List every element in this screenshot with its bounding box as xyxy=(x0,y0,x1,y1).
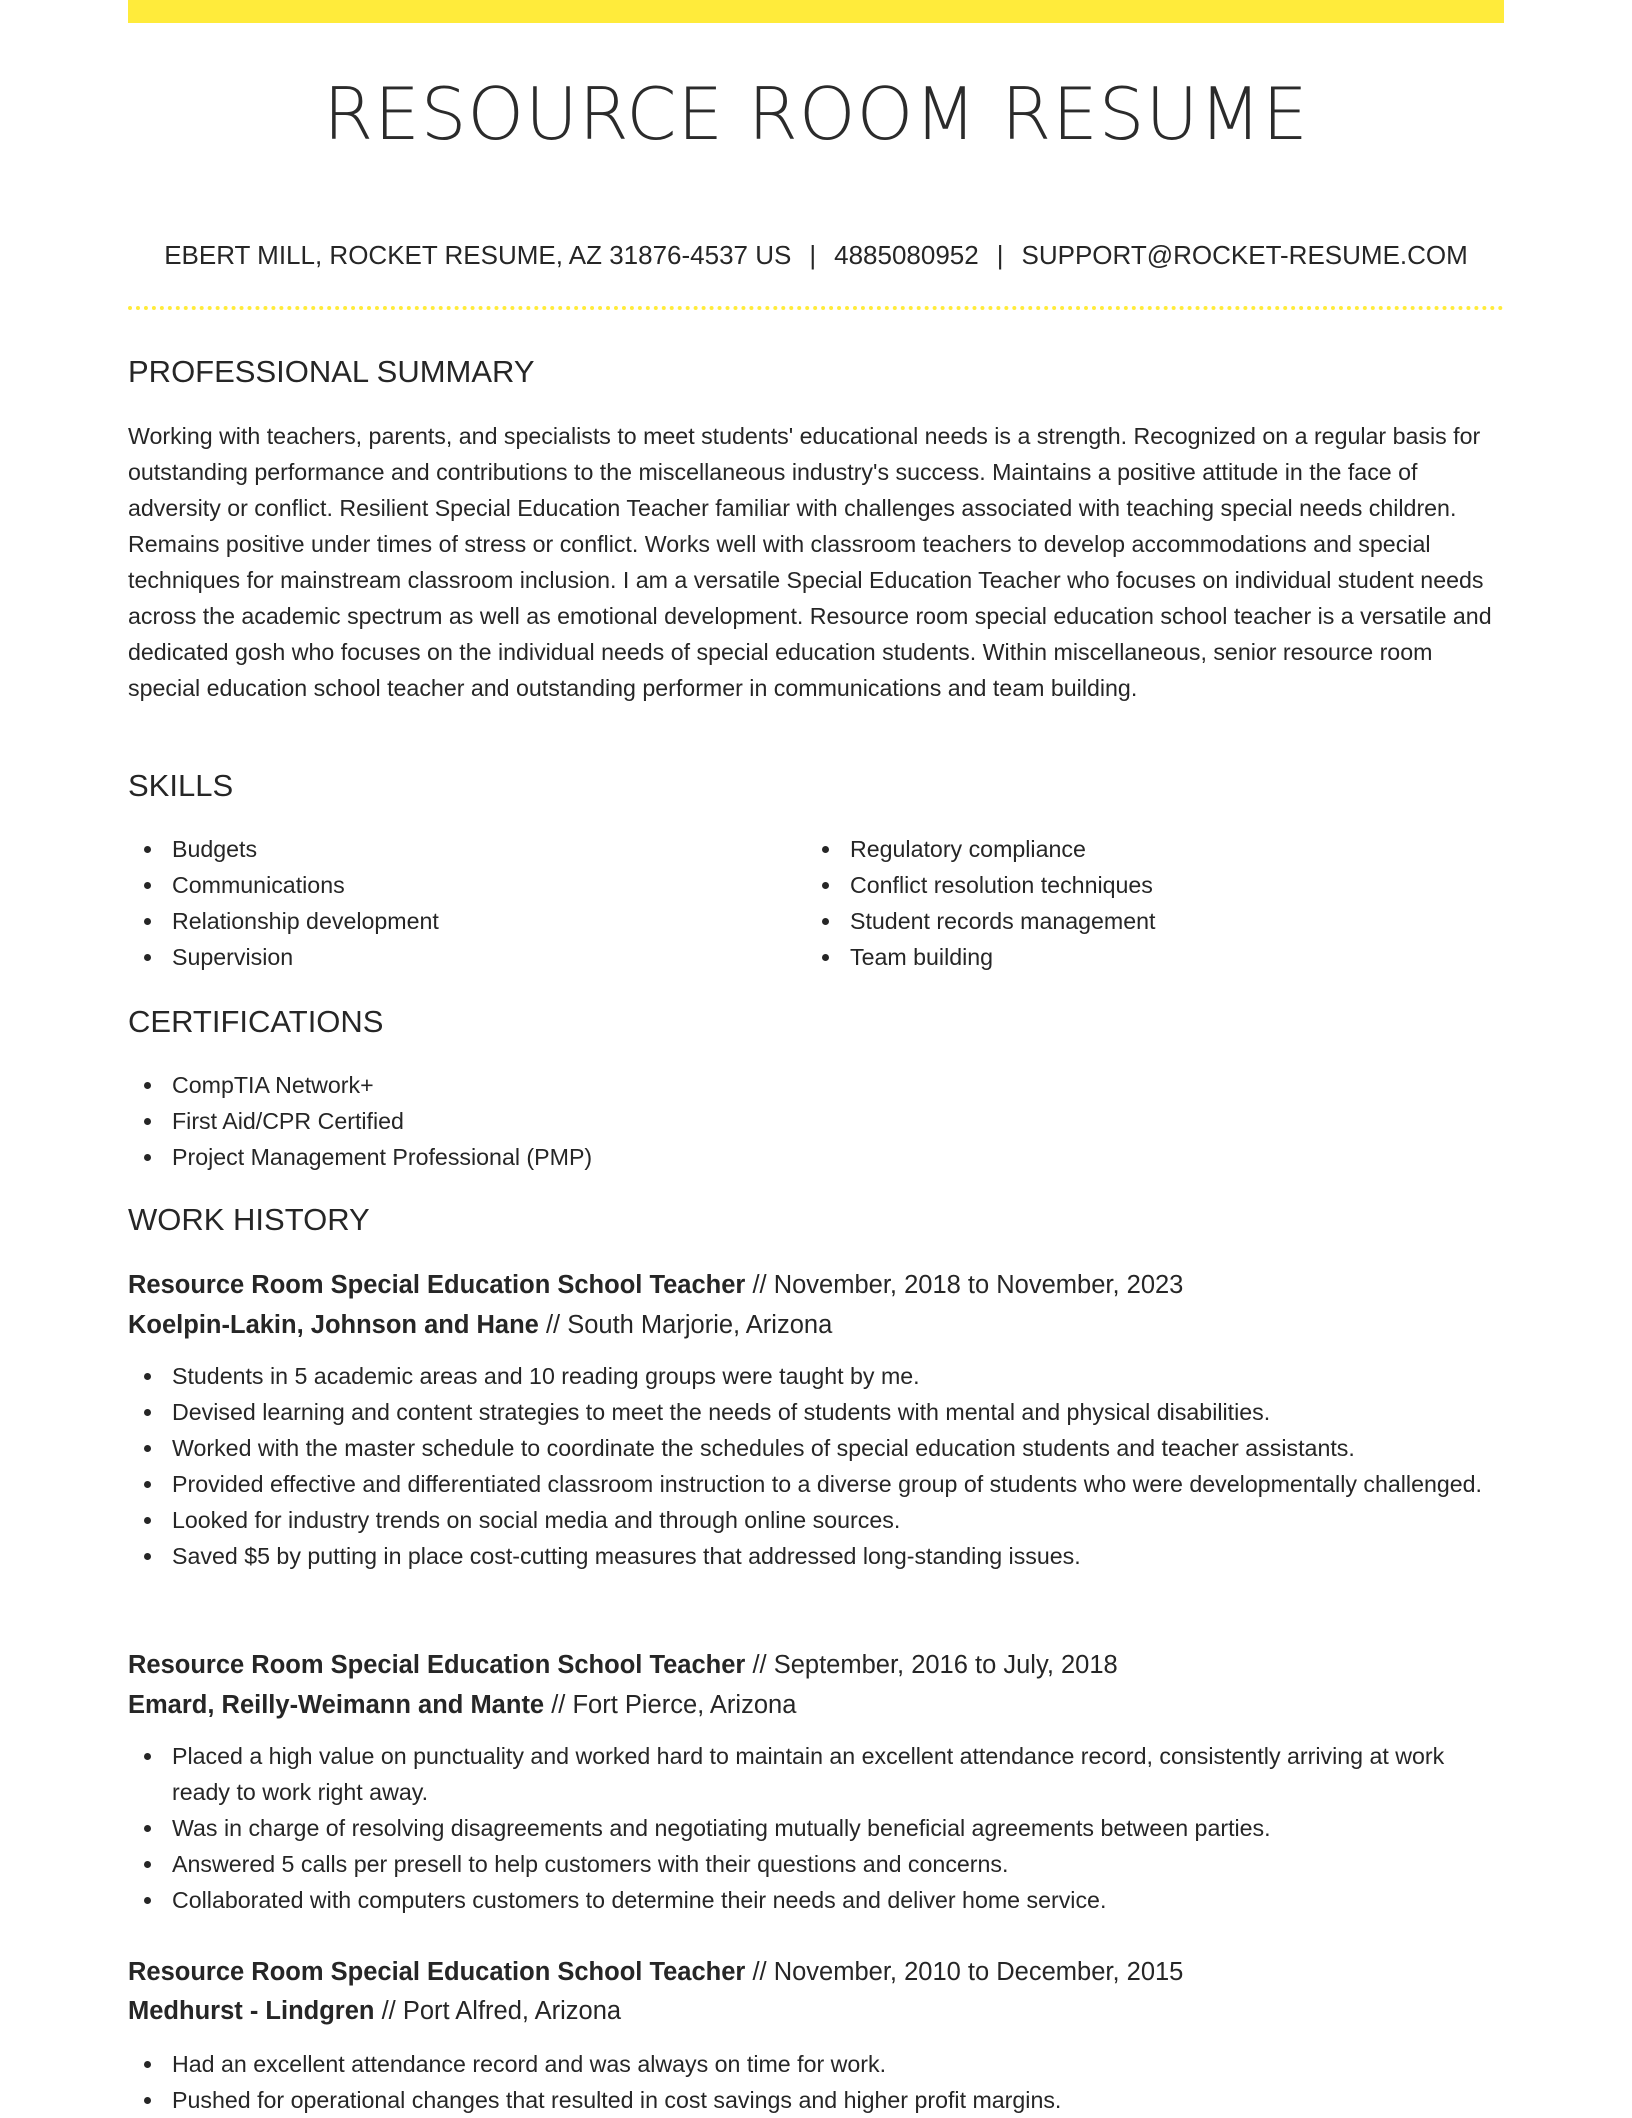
job-company-line xyxy=(128,1993,621,2029)
summary-heading: PROFESSIONAL SUMMARY xyxy=(128,354,535,389)
job-title-line xyxy=(128,1954,1183,1990)
contact-separator: | xyxy=(809,240,817,270)
job-location: // Fort Pierce, Arizona xyxy=(544,1691,797,1719)
certification-item: First Aid/CPR Certified xyxy=(128,1103,1504,1139)
job-title-line xyxy=(128,1647,1118,1683)
contact-phone: 4885080952 xyxy=(834,240,979,270)
job-bullet: Students in 5 academic areas and 10 reading groups were taught by me. xyxy=(128,1358,1504,1394)
job-role: Resource Room Special Education School Teacher xyxy=(128,1651,746,1679)
job-company-line xyxy=(128,1687,796,1723)
job-bullet: Answered 5 calls per presell to help customers with their questions and concerns. xyxy=(128,1846,1504,1882)
job-location: // Port Alfred, Arizona xyxy=(374,1997,622,2025)
job-bullet: Provided effective and differentiated classroom instruction to a diverse group of students who were developmentally challenged. xyxy=(128,1466,1504,1502)
skills-list-left xyxy=(128,831,768,975)
skills-heading: SKILLS xyxy=(128,768,234,803)
skill-item: Regulatory compliance xyxy=(806,831,1486,867)
job-role: Resource Room Special Education School Teacher xyxy=(128,1958,746,1986)
skill-item: Team building xyxy=(806,939,1486,975)
contact-separator: | xyxy=(996,240,1004,270)
dotted-divider xyxy=(128,306,1504,310)
job-role: Resource Room Special Education School Teacher xyxy=(128,1271,746,1299)
certifications-list xyxy=(128,1067,1504,1175)
job-dates: // November, 2010 to December, 2015 xyxy=(745,1958,1184,1986)
job-bullets xyxy=(128,1358,1504,1574)
skill-item: Student records management xyxy=(806,903,1486,939)
job-dates: // November, 2018 to November, 2023 xyxy=(745,1271,1184,1299)
job-bullet: Looked for industry trends on social media and through online sources. xyxy=(128,1502,1504,1538)
summary-text: Working with teachers, parents, and specialists to meet students' educational needs is a strength. Recognized on a regular basis for outstanding performance and contributions to the miscellaneous industry's success. Maintains a positive attitude in the face of adversity or conflict. Resilient Special Education Teacher familiar with challenges associated with teaching special needs children. Remains positive under times of stress or conflict. Works well with classroom teachers to develop accommodations and special techniques for mainstream classroom inclusion. I am a versatile Special Education Teacher who focuses on individual student needs across the academic spectrum as well as emotional development. Resource room special education school teacher is a versatile and dedicated gosh who focuses on the individual needs of special education students. Within miscellaneous, senior resource room special education school teacher and outstanding performer in communications and team building. xyxy=(128,423,1492,701)
job-dates: // September, 2016 to July, 2018 xyxy=(745,1651,1118,1679)
contact-email: SUPPORT@ROCKET-RESUME.COM xyxy=(1021,240,1468,270)
job-location: // South Marjorie, Arizona xyxy=(538,1311,833,1339)
work-history-heading: WORK HISTORY xyxy=(128,1202,370,1237)
job-bullet: Pushed for operational changes that resulted in cost savings and higher profit margins. xyxy=(128,2082,1504,2118)
job-title-line xyxy=(128,1267,1183,1303)
job-company: Koelpin-Lakin, Johnson and Hane xyxy=(128,1311,539,1339)
certification-item: Project Management Professional (PMP) xyxy=(128,1139,1504,1175)
contact-line xyxy=(128,240,1504,270)
skill-item: Communications xyxy=(128,867,768,903)
job-bullet: Devised learning and content strategies to meet the needs of students with mental and physical disabilities. xyxy=(128,1394,1504,1430)
job-bullets xyxy=(128,1738,1504,1918)
job-bullet: Saved $5 by putting in place cost-cutting measures that addressed long-standing issues. xyxy=(128,1538,1504,1574)
skills-list-right xyxy=(806,831,1486,975)
job-bullet: Worked with the master schedule to coordinate the schedules of special education students and teacher assistants. xyxy=(128,1430,1504,1466)
skill-item: Relationship development xyxy=(128,903,768,939)
contact-address: EBERT MILL, ROCKET RESUME, AZ 31876-4537 US xyxy=(164,240,792,270)
skill-item: Conflict resolution techniques xyxy=(806,867,1486,903)
skill-item: Budgets xyxy=(128,831,768,867)
certification-item: CompTIA Network+ xyxy=(128,1067,1504,1103)
skill-item: Supervision xyxy=(128,939,768,975)
job-bullet: Had an excellent attendance record and was always on time for work. xyxy=(128,2046,1504,2082)
job-bullet: Placed a high value on punctuality and worked hard to maintain an excellent attendance record, consistently arriving at work ready to work right away. xyxy=(128,1738,1504,1810)
job-company: Emard, Reilly-Weimann and Mante xyxy=(128,1691,545,1719)
job-bullet: Collaborated with computers customers to determine their needs and deliver home service. xyxy=(128,1882,1504,1918)
resume-title: RESOURCE ROOM RESUME xyxy=(323,72,1309,156)
job-bullets xyxy=(128,2046,1504,2118)
job-bullet: Was in charge of resolving disagreements and negotiating mutually beneficial agreements between parties. xyxy=(128,1810,1504,1846)
certifications-heading: CERTIFICATIONS xyxy=(128,1004,384,1039)
job-company-line xyxy=(128,1307,832,1343)
job-company: Medhurst - Lindgren xyxy=(128,1997,375,2025)
accent-bar xyxy=(128,0,1504,23)
